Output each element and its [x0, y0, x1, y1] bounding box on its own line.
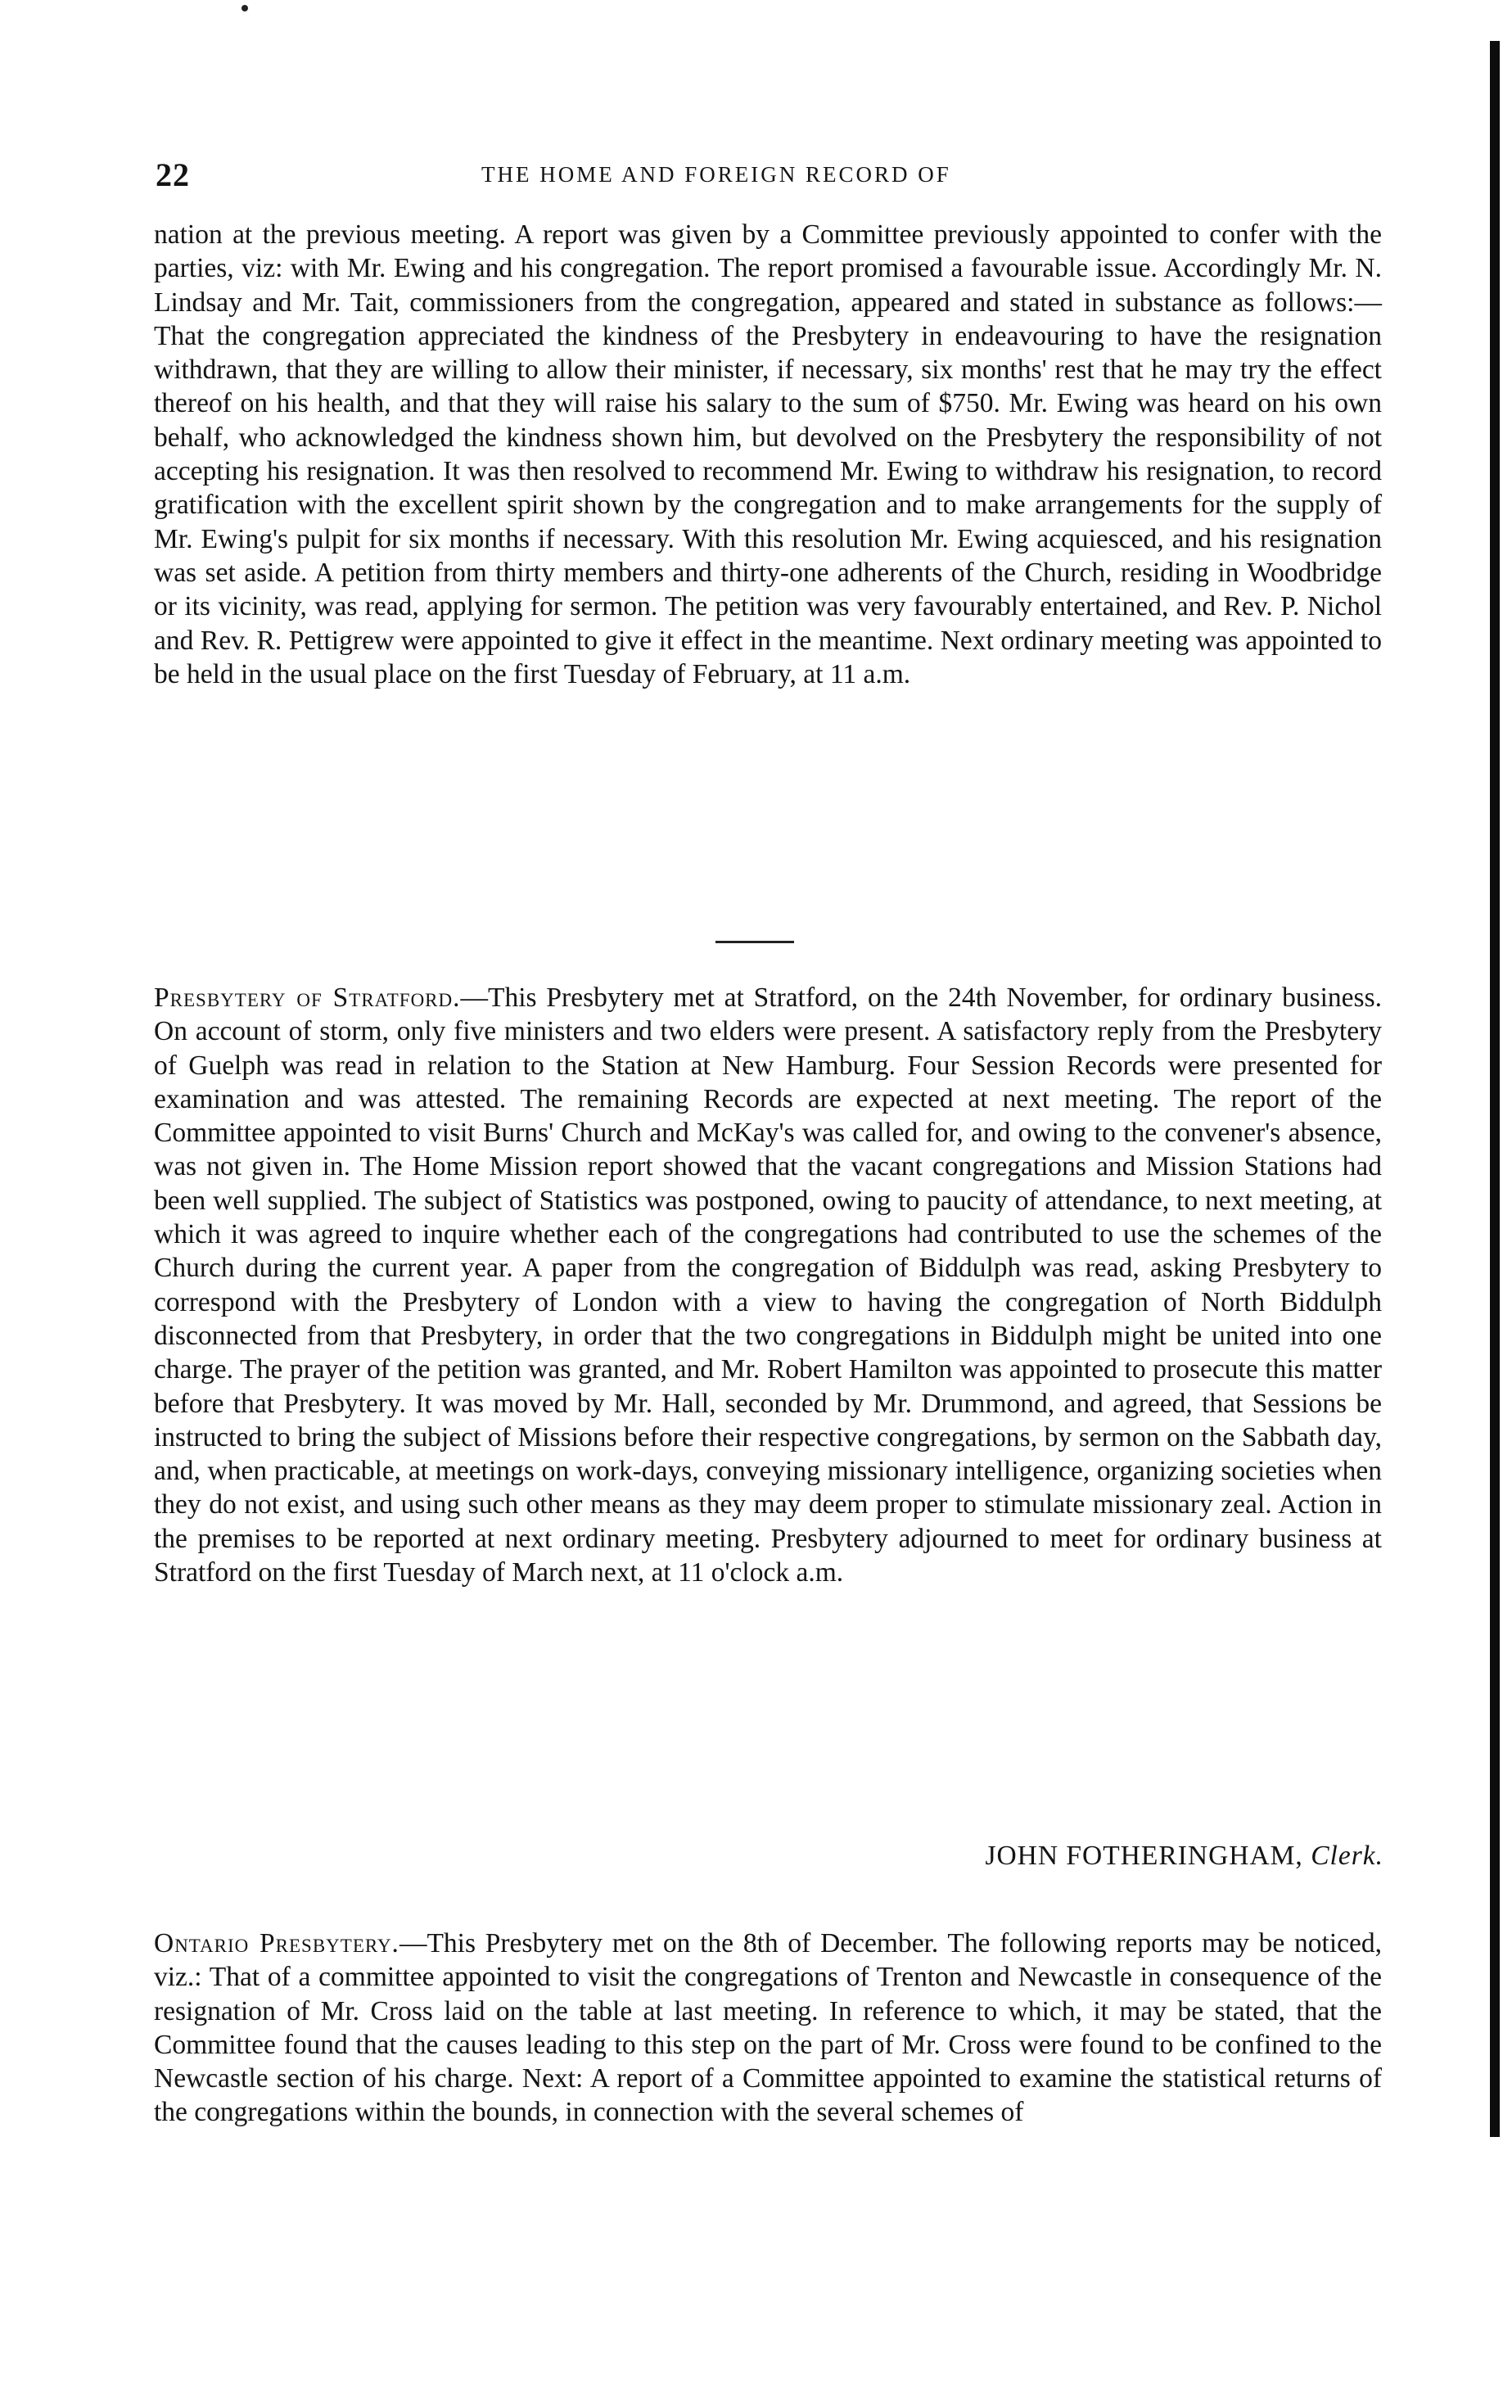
paragraph-presbytery-stratford: [154, 981, 1382, 1589]
ink-speck: [241, 5, 248, 11]
paragraph-body: [154, 1927, 1382, 2130]
clerk-signature: [819, 1841, 1383, 1872]
page-header: [156, 156, 1383, 205]
section-heading: Presbytery of Stratford.: [154, 983, 461, 1013]
paragraph-text: nation at the previous meeting. A report was given by a Committee previously appointed to confer with the parties, viz: with Mr. Ewing and his congregation. The report promised a favourable issue. Accordingly Mr. N. Lindsay and Mr. Tait, commissioners from the congregation, appeared and stated in substance as follows:—That the congregation appreciated the kindness of the Presbytery in endeavouring to have the resignation withdrawn, that they are willing to allow their minister, if necessary, six months' rest that he may try the effect thereof on his health, and that they will raise his salary to the sum of $750. Mr. Ewing was heard on his own behalf, who acknowledged the kindness shown him, but devolved on the Presbytery the responsibility of not accepting his resignation. It was then resolved to recommend Mr. Ewing to withdraw his resignation, to record gratification with the excellent spirit shown by the congregation and to make arrangements for the supply of Mr. Ewing's pulpit for six months if necessary. With this resolution Mr. Ewing acquiesced, and his resignation was set aside. A petition from thirty members and thirty-one adherents of the Church, residing in Woodbridge or its vicinity, was read, applying for sermon. The petition was very favourably entertained, and Rev. P. Nichol and Rev. R. Pettigrew were appointed to give it effect in the meantime. Next ordinary meeting was appointed to be held in the usual place on the first Tuesday of February, at 11 a.m.: [154, 219, 1382, 689]
page-edge-rule: [1490, 41, 1500, 2137]
paragraph-body: [154, 981, 1382, 1589]
paragraph-previous-meeting: [154, 218, 1382, 691]
paragraph-text: —This Presbytery met on the 8th of December. The following reports may be noticed, viz.: That of a committee appointed to visit the congregations of Trenton and Newcastle in consequence of the resignation of Mr. Cross laid on the table at last meeting. In reference to which, it may be stated, that the Committee found that the causes leading to this step on the part of Mr. Cross were found to be confined to the Newcastle section of his charge. Next: A report of a Committee appointed to examine the statistical returns of the congregations within the bounds, in connection with the several schemes of: [154, 1928, 1382, 2128]
page-number: 22: [156, 156, 190, 193]
running-head: THE HOME AND FOREIGN RECORD OF: [481, 162, 951, 187]
section-divider: [715, 941, 794, 943]
paragraph-text: —This Presbytery met at Stratford, on the 24th November, for ordinary business. On account of storm, only five ministers and two elders were present. A satisfactory reply from the Presbytery of Guelph was read in relation to the Station at New Hamburg. Four Session Records were presented for examination and was attested. The remaining Records are expected at next meeting. The report of the Committee appointed to visit Burns' Church and McKay's was called for, and owing to the convener's absence, was not given in. The Home Mission report showed that the vacant congregations and Mission Stations had been well supplied. The subject of Statistics was postponed, owing to paucity of attendance, to next meeting, at which it was agreed to inquire whether each of the congregations had contributed to use the schemes of the Church during the current year. A paper from the congregation of Biddulph was read, asking Presbytery to correspond with the Presbytery of London with a view to having the congregation of North Biddulph disconnected from that Presbytery, in order that the two congregations in Biddulph might be united into one charge. The prayer of the petition was granted, and Mr. Robert Hamilton was appointed to prosecute this matter before that Presbytery. It was moved by Mr. Hall, seconded by Mr. Drummond, and agreed, that Sessions be instructed to bring the subject of Missions before their respective congregations, by sermon on the Sabbath day, and, when practicable, at meetings on work-days, conveying missionary intelligence, organizing societies when they do not exist, and using such other means as they may deem proper to stimulate missionary zeal. Action in the premises to be reported at next ordinary meeting. Presbytery adjourned to meet for ordinary business at Stratford on the first Tuesday of March next, at 11 o'clock a.m.: [154, 983, 1382, 1588]
paragraph-ontario-presbytery: [154, 1927, 1382, 2130]
signature-name: JOHN FOTHERINGHAM,: [985, 1841, 1303, 1871]
section-heading: Ontario Presbytery.: [154, 1928, 399, 1958]
signature-role: Clerk.: [1311, 1841, 1383, 1871]
